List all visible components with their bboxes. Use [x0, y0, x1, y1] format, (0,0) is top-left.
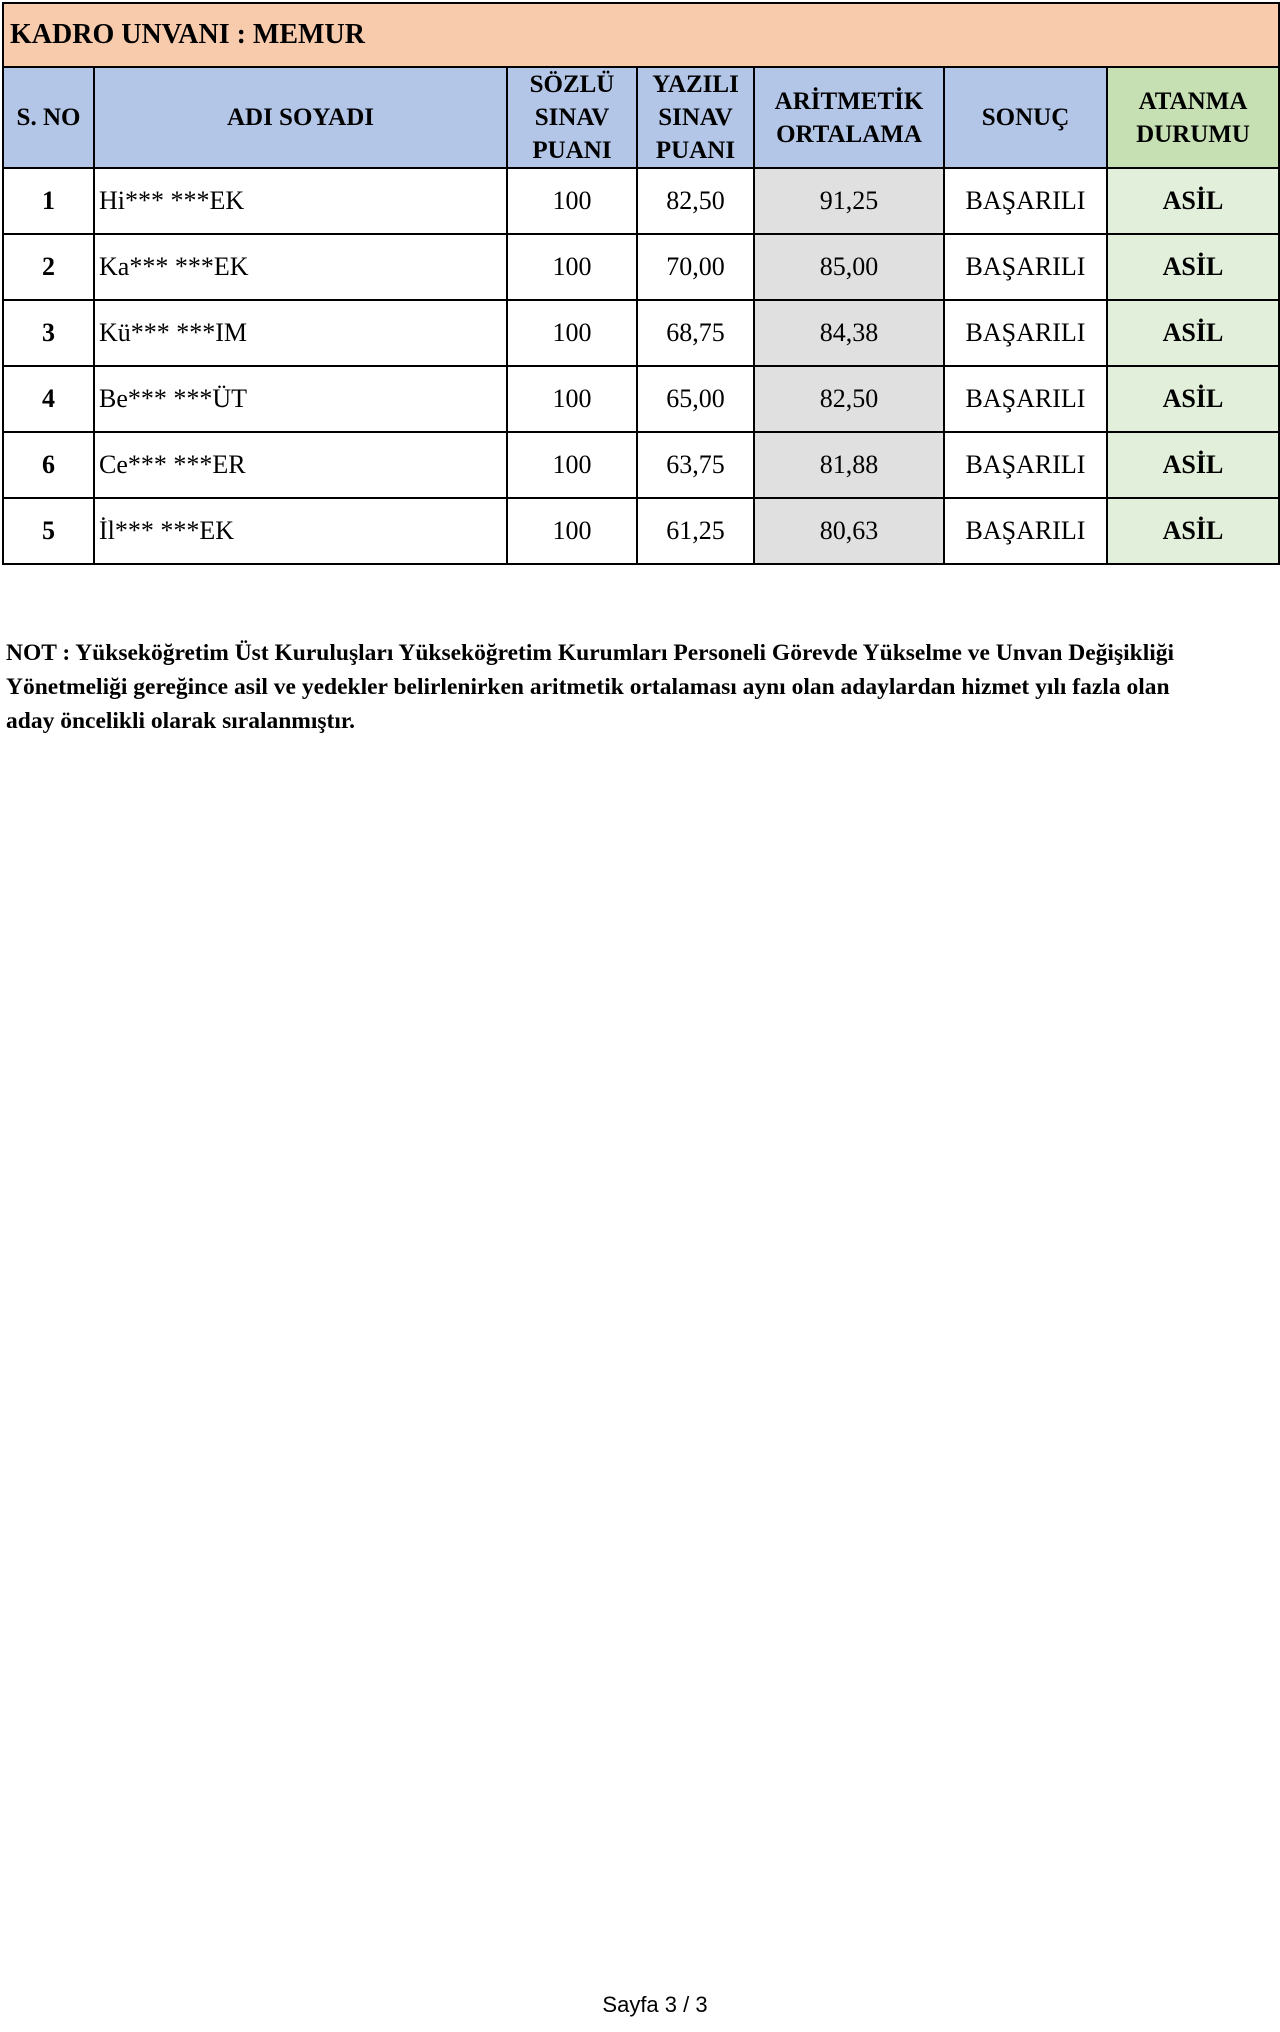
cell-oral-score: 100 [507, 366, 637, 432]
header-assignment-line: ATANMA [1138, 87, 1248, 115]
header-written-score [637, 67, 754, 168]
cell-result: BAŞARILI [944, 168, 1107, 234]
cell-average: 81,88 [754, 432, 944, 498]
cell-no: 6 [3, 432, 94, 498]
header-written-line: PUANI [655, 137, 736, 164]
table-row [3, 168, 1279, 234]
cell-no: 1 [3, 168, 94, 234]
header-oral-line: PUANI [532, 137, 612, 164]
cell-name: Hi*** ***EK [94, 168, 507, 234]
note-line: NOT : Yükseköğretim Üst Kuruluşları Yükseköğretim Kurumları Personeli Görevde Yükselme ve Unvan Değişikliği [6, 640, 1175, 666]
cell-assignment-status: ASİL [1107, 300, 1279, 366]
cell-name: Be*** ***ÜT [94, 366, 507, 432]
cell-assignment-status: ASİL [1107, 432, 1279, 498]
cell-no: 3 [3, 300, 94, 366]
header-average-line: ARİTMETİK [774, 87, 924, 115]
cell-oral-score: 100 [507, 432, 637, 498]
cell-assignment-status: ASİL [1107, 366, 1279, 432]
cell-no: 5 [3, 498, 94, 564]
header-oral-line: SÖZLÜ [529, 71, 615, 98]
title-row [3, 3, 1279, 67]
cell-oral-score: 100 [507, 168, 637, 234]
results-table [2, 2, 1280, 565]
table-row [3, 498, 1279, 564]
header-written-line: YAZILI [652, 71, 739, 98]
header-result: SONUÇ [944, 67, 1107, 168]
cell-name: Ka*** ***EK [94, 234, 507, 300]
cell-name: Kü*** ***IM [94, 300, 507, 366]
cell-oral-score: 100 [507, 234, 637, 300]
table-row [3, 432, 1279, 498]
header-oral-score [507, 67, 637, 168]
header-oral-line: SINAV [534, 104, 610, 131]
cell-written-score: 82,50 [637, 168, 754, 234]
cell-average: 82,50 [754, 366, 944, 432]
regulation-note [6, 636, 1272, 738]
cell-result: BAŞARILI [944, 432, 1107, 498]
cell-result: BAŞARILI [944, 498, 1107, 564]
cell-no: 4 [3, 366, 94, 432]
cell-result: BAŞARILI [944, 366, 1107, 432]
cell-assignment-status: ASİL [1107, 498, 1279, 564]
table-row [3, 366, 1279, 432]
table-row [3, 300, 1279, 366]
cell-oral-score: 100 [507, 498, 637, 564]
cell-average: 85,00 [754, 234, 944, 300]
cell-name: İl*** ***EK [94, 498, 507, 564]
cell-written-score: 61,25 [637, 498, 754, 564]
cell-written-score: 70,00 [637, 234, 754, 300]
cell-average: 80,63 [754, 498, 944, 564]
cell-average: 84,38 [754, 300, 944, 366]
cell-assignment-status: ASİL [1107, 168, 1279, 234]
staff-title: KADRO UNVANI : MEMUR [3, 3, 1279, 67]
header-assignment-line: DURUMU [1136, 120, 1250, 148]
cell-written-score: 63,75 [637, 432, 754, 498]
note-line: Yönetmeliği gereğince asil ve yedekler belirlenirken aritmetik ortalaması aynı olan adaylardan hizmet yılı fazla olan [6, 674, 1170, 700]
table-row [3, 234, 1279, 300]
cell-no: 2 [3, 234, 94, 300]
cell-oral-score: 100 [507, 300, 637, 366]
header-assignment-status [1107, 67, 1279, 168]
cell-result: BAŞARILI [944, 300, 1107, 366]
header-average [754, 67, 944, 168]
note-line: aday öncelikli olarak sıralanmıştır. [6, 708, 356, 734]
page-number: Sayfa 3 / 3 [602, 1992, 708, 2017]
cell-result: BAŞARILI [944, 234, 1107, 300]
header-written-line: SINAV [658, 104, 733, 131]
cell-written-score: 68,75 [637, 300, 754, 366]
cell-average: 91,25 [754, 168, 944, 234]
cell-written-score: 65,00 [637, 366, 754, 432]
cell-assignment-status: ASİL [1107, 234, 1279, 300]
header-average-line: ORTALAMA [776, 120, 922, 148]
header-row [3, 67, 1279, 168]
header-name: ADI SOYADI [94, 67, 507, 168]
header-no: S. NO [3, 67, 94, 168]
cell-name: Ce*** ***ER [94, 432, 507, 498]
